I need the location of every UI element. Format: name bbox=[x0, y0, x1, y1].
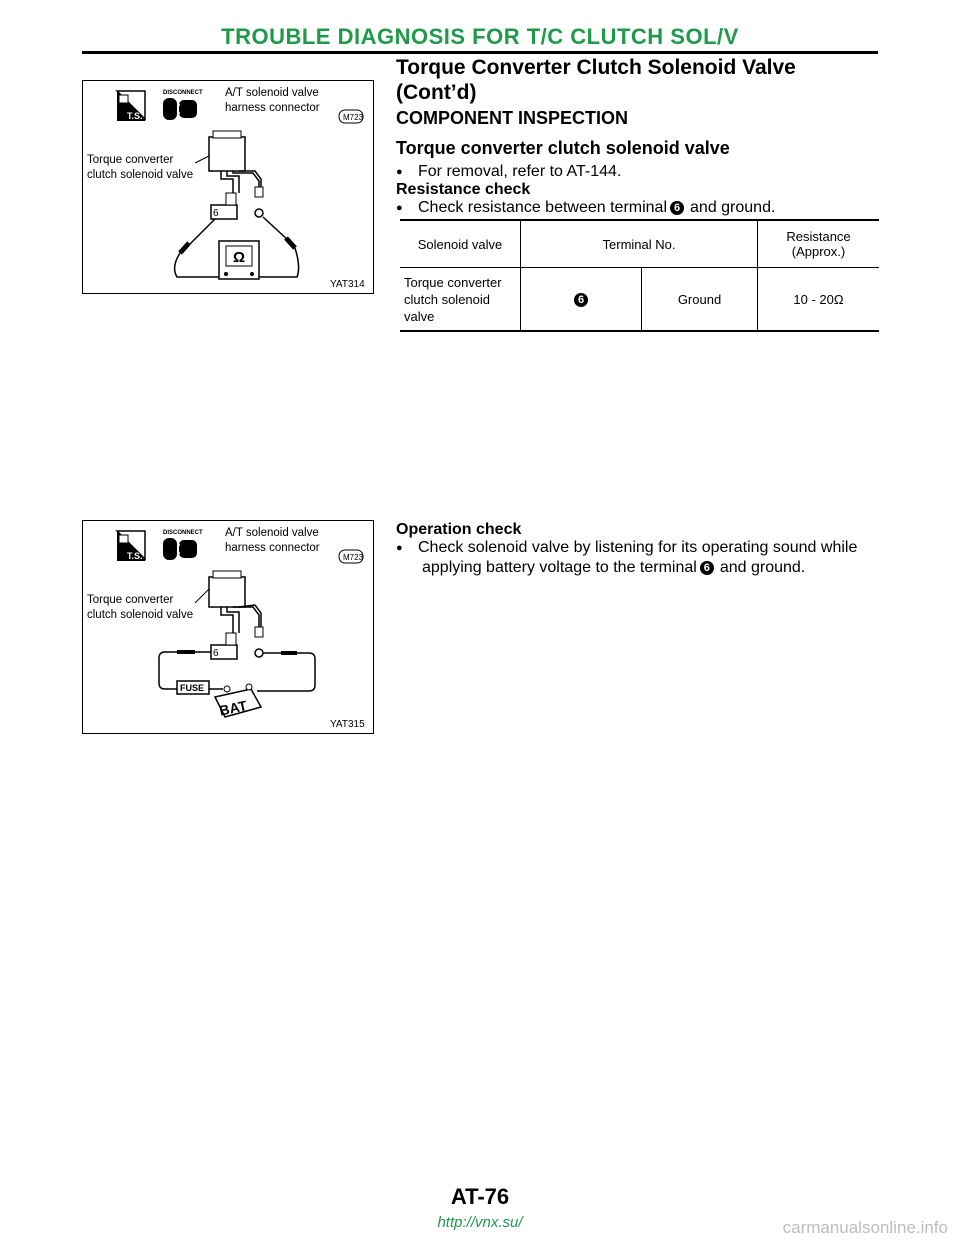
section-title bbox=[396, 55, 796, 105]
connector-label-line2: harness connector bbox=[225, 542, 320, 554]
component-inspection-heading: COMPONENT INSPECTION bbox=[396, 108, 629, 128]
terminal-marker: 6 bbox=[700, 561, 714, 575]
bullet-icon: ● bbox=[396, 166, 403, 178]
pin-label: 6 bbox=[213, 208, 219, 219]
connector-label-line2: harness connector bbox=[225, 102, 320, 114]
connector-id-label: M723 bbox=[343, 553, 364, 562]
resistance-text: Check resistance between terminal bbox=[418, 199, 668, 216]
pin-label: 6 bbox=[213, 648, 219, 659]
bullet-icon: ● bbox=[396, 542, 403, 554]
terminal-marker: 6 bbox=[670, 201, 684, 215]
valve-label-line2: clutch solenoid valve bbox=[87, 609, 194, 621]
connector-id-icon bbox=[339, 110, 364, 123]
operation-instruction bbox=[396, 538, 857, 577]
page-header-title: TROUBLE DIAGNOSIS FOR T/C CLUTCH SOL/V bbox=[221, 24, 739, 49]
header-terminal-no: Terminal No. bbox=[521, 220, 758, 268]
ts-badge-icon bbox=[117, 91, 145, 121]
figure-code: YAT315 bbox=[330, 719, 365, 730]
resistance-text-end: and ground. bbox=[690, 199, 776, 216]
valve-label-line1: Torque converter bbox=[87, 594, 174, 606]
section-title-line2: (Cont’d) bbox=[396, 81, 477, 104]
operation-check-heading: Operation check bbox=[396, 521, 522, 538]
ohm-symbol: Ω bbox=[233, 249, 246, 266]
removal-note bbox=[396, 162, 621, 182]
cell-ground: Ground bbox=[642, 268, 758, 332]
fuse-label: FUSE bbox=[180, 683, 205, 693]
figure-operation-check bbox=[82, 520, 374, 734]
figure-operation-diagram bbox=[83, 521, 373, 733]
operation-line2-end: and ground. bbox=[719, 559, 806, 576]
cell-terminal bbox=[521, 268, 642, 332]
disconnect-label: DISCONNECT bbox=[163, 530, 203, 536]
terminal-marker: 6 bbox=[574, 293, 588, 307]
operation-line1 bbox=[396, 538, 857, 558]
solenoid-subheading: Torque converter clutch solenoid valve bbox=[396, 138, 730, 158]
disconnect-icon bbox=[163, 538, 197, 560]
ts-label: T.S. bbox=[127, 551, 143, 561]
ohmmeter-icon bbox=[219, 241, 259, 279]
header-resistance: Resistance (Approx.) bbox=[758, 220, 880, 268]
battery-label: BAT bbox=[217, 697, 249, 719]
operation-line2-text: applying battery voltage to the terminal bbox=[422, 559, 697, 576]
footer-url: http://vnx.su/ bbox=[437, 1214, 523, 1231]
header-solenoid-valve: Solenoid valve bbox=[400, 220, 521, 268]
cell-resistance: 10 - 20Ω bbox=[758, 268, 880, 332]
disconnect-icon bbox=[163, 98, 197, 120]
bullet-icon: ● bbox=[396, 202, 403, 214]
valve-label-line1: Torque converter bbox=[87, 154, 174, 166]
connector-label-line1: A/T solenoid valve bbox=[225, 87, 319, 99]
section-title-line1: Torque Converter Clutch Solenoid Valve bbox=[396, 56, 796, 79]
operation-line2 bbox=[396, 558, 857, 577]
figure-resistance-check bbox=[82, 80, 374, 294]
valve-label-line2: clutch solenoid valve bbox=[87, 169, 194, 181]
figure-code: YAT314 bbox=[330, 279, 365, 290]
resistance-check-heading: Resistance check bbox=[396, 181, 531, 198]
ts-label: T.S. bbox=[127, 111, 143, 121]
table-row bbox=[400, 268, 879, 332]
fuse-icon bbox=[177, 681, 209, 694]
watermark: carmanualsonline.info bbox=[782, 1218, 948, 1237]
removal-note-text: For removal, refer to AT-144. bbox=[418, 163, 622, 180]
connector-label-line1: A/T solenoid valve bbox=[225, 527, 319, 539]
table-header-row bbox=[400, 220, 879, 268]
disconnect-label: DISCONNECT bbox=[163, 90, 203, 96]
header-rule bbox=[82, 51, 878, 54]
figure-resistance-diagram bbox=[83, 81, 373, 293]
resistance-spec-table bbox=[400, 219, 879, 332]
connector-id-label: M723 bbox=[343, 113, 364, 122]
cell-valve: Torque converter clutch solenoid valve bbox=[400, 268, 521, 332]
connector-id-icon bbox=[339, 550, 364, 563]
page-number: AT-76 bbox=[450, 1184, 510, 1209]
operation-line1-text: Check solenoid valve by listening for its operating sound while bbox=[418, 539, 858, 556]
ts-badge-icon bbox=[117, 531, 145, 561]
resistance-instruction bbox=[396, 198, 775, 218]
